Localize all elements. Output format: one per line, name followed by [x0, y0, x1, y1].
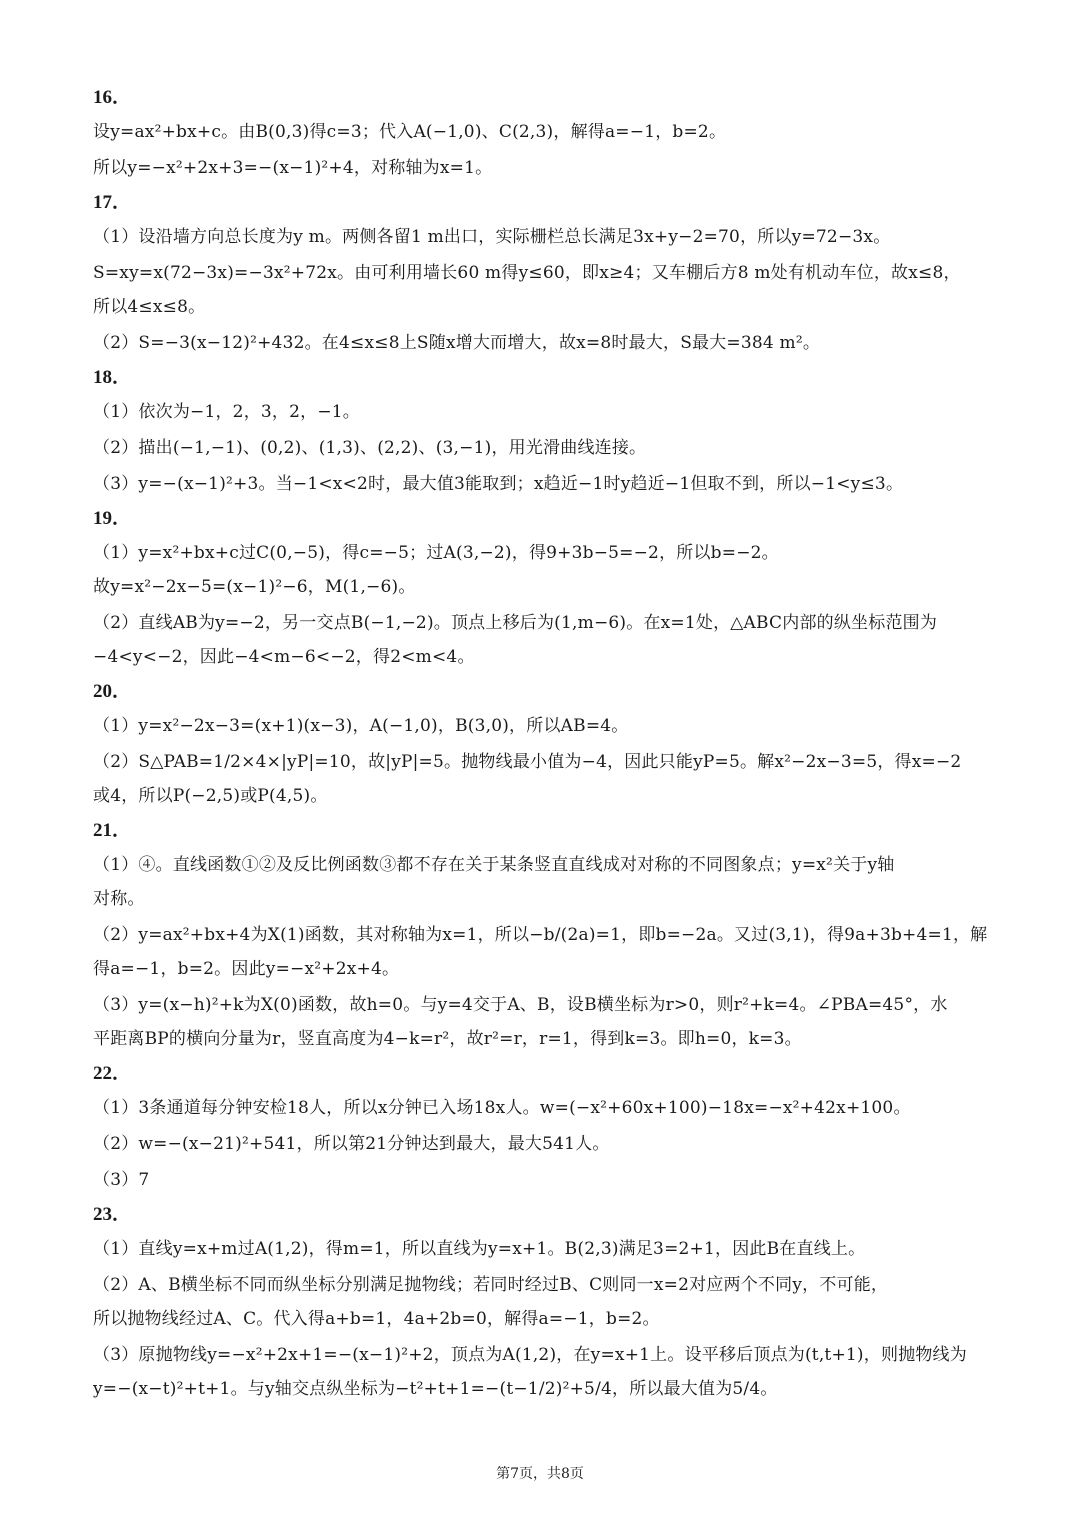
answer-line: （3）y=(x−h)²+k为X(0)函数，故h=0。与y=4交于A、B，设B横坐标为r>0，则r²+k=4。∠PBA=45°，水 — [93, 995, 948, 1015]
question-number: 20． — [93, 681, 132, 702]
answer-line: （2）S△PAB=1/2×4×|yP|=10，故|yP|=5。抛物线最小值为−4，因此只能yP=5。解x²−2x−3=5，得x=−2 — [93, 752, 962, 772]
answer-line: （1）④。直线函数①②及反比例函数③都不存在关于某条竖直直线成对对称的不同图象点；y=x²关于y轴 — [93, 855, 895, 875]
answer-line: （3）7 — [93, 1170, 150, 1190]
answer-line: （2）y=ax²+bx+4为X(1)函数，其对称轴为x=1，所以−b/(2a)=1，即b=−2a。又过(3,1)，得9a+3b+4=1，解 — [93, 925, 988, 945]
answer-line: （1）设沿墙方向总长度为y m。两侧各留1 m出口，实际栅栏总长满足3x+y−2=70，所以y=72−3x。 — [93, 227, 891, 247]
answer-line: S=xy=x(72−3x)=−3x²+72x。由可利用墙长60 m得y≤60，即x≥4；又车棚后方8 m处有机动车位，故x≤8， — [93, 263, 961, 283]
question-16 — [93, 86, 1000, 181]
question-23 — [93, 1203, 1000, 1402]
answer-line: （1）依次为−1，2，3，2，−1。 — [93, 402, 360, 422]
question-18 — [93, 366, 1000, 497]
question-20 — [93, 680, 1000, 809]
answer-line: （1）3条通道每分钟安检18人，所以x分钟已入场18x人。w=(−x²+60x+100)−18x=−x²+42x+100。 — [93, 1098, 911, 1118]
answer-line: y=−(x−t)²+t+1。与y轴交点纵坐标为−t²+t+1=−(t−1/2)²+5/4，所以最大值为5/4。 — [93, 1379, 778, 1399]
answer-line: （3）原抛物线y=−x²+2x+1=−(x−1)²+2，顶点为A(1,2)，在y=x+1上。设平移后顶点为(t,t+1)，则抛物线为 — [93, 1345, 967, 1365]
answer-line: 故y=x²−2x−5=(x−1)²−6，M(1,−6)。 — [93, 577, 416, 597]
answer-line: 平距离BP的横向分量为r，竖直高度为4−k=r²，故r²=r，r=1，得到k=3。即h=0，k=3。 — [93, 1029, 802, 1049]
answer-line: 所以抛物线经过A、C。代入得a+b=1，4a+2b=0，解得a=−1，b=2。 — [93, 1309, 660, 1329]
answer-line: 设y=ax²+bx+c。由B(0,3)得c=3；代入A(−1,0)、C(2,3)，解得a=−1，b=2。 — [93, 122, 727, 142]
page-footer: 第7页，共8页 — [496, 1466, 584, 1482]
answer-line: （1）y=x²+bx+c过C(0,−5)，得c=−5；过A(3,−2)，得9+3b−5=−2，所以b=−2。 — [93, 543, 779, 563]
question-22 — [93, 1062, 1000, 1193]
answer-content — [93, 86, 1000, 1402]
question-21 — [93, 819, 1000, 1052]
answer-line: 所以y=−x²+2x+3=−(x−1)²+4，对称轴为x=1。 — [93, 158, 493, 178]
answer-line: （1）y=x²−2x−3=(x+1)(x−3)，A(−1,0)，B(3,0)，所以AB=4。 — [93, 716, 629, 736]
question-number: 23． — [93, 1204, 132, 1225]
question-number: 16． — [93, 87, 132, 108]
question-number: 19． — [93, 508, 132, 529]
answer-line: （2）S=−3(x−12)²+432。在4≤x≤8上S随x增大而增大，故x=8时最大，S最大=384 m²。 — [93, 333, 821, 353]
answer-line: （2）描出(−1,−1)、(0,2)、(1,3)、(2,2)、(3,−1)，用光滑曲线连接。 — [93, 438, 647, 458]
answer-line: 对称。 — [93, 889, 145, 909]
question-19 — [93, 507, 1000, 670]
answer-line: 所以4≤x≤8。 — [93, 297, 206, 317]
question-17 — [93, 191, 1000, 356]
answer-line: （2）A、B横坐标不同而纵坐标分别满足抛物线；若同时经过B、C则同一x=2对应两个不同y，不可能， — [93, 1275, 889, 1295]
question-number: 21． — [93, 820, 132, 841]
answer-line: −4<y<−2，因此−4<m−6<−2，得2<m<4。 — [93, 647, 475, 667]
answer-line: 或4，所以P(−2,5)或P(4,5)。 — [93, 786, 328, 806]
answer-line: （2）直线AB为y=−2，另一交点B(−1,−2)。顶点上移后为(1,m−6)。在x=1处，△ABC内部的纵坐标范围为 — [93, 613, 938, 633]
question-number: 22． — [93, 1063, 132, 1084]
question-number: 17． — [93, 192, 132, 213]
question-number: 18． — [93, 367, 132, 388]
answer-line: （3）y=−(x−1)²+3。当−1<x<2时，最大值3能取到；x趋近−1时y趋近−1但取不到，所以−1<y≤3。 — [93, 474, 904, 494]
answer-line: （1）直线y=x+m过A(1,2)，得m=1，所以直线为y=x+1。B(2,3)满足3=2+1，因此B在直线上。 — [93, 1239, 866, 1259]
answer-line: 得a=−1，b=2。因此y=−x²+2x+4。 — [93, 959, 400, 979]
answer-line: （2）w=−(x−21)²+541，所以第21分钟达到最大，最大541人。 — [93, 1134, 610, 1154]
